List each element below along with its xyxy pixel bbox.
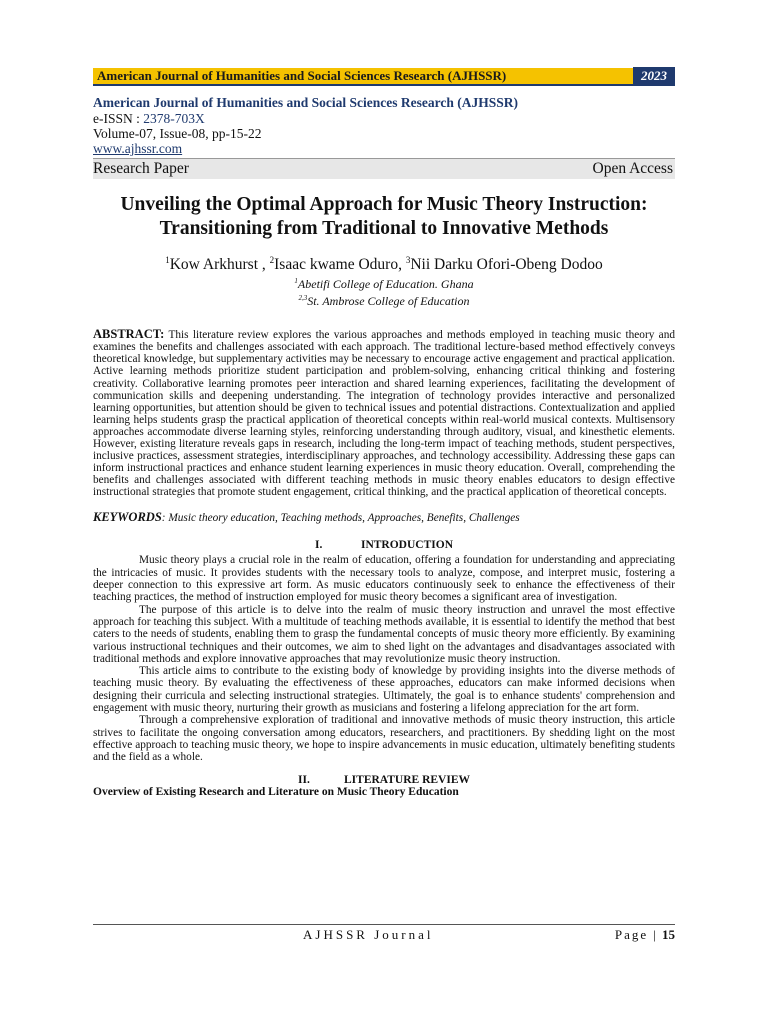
- page-footer: [93, 924, 675, 943]
- section-heading-literature-review: [93, 774, 675, 786]
- keywords-label: KEYWORDS: [93, 510, 162, 525]
- journal-banner: [93, 68, 675, 86]
- issn-value: 2378-703X: [143, 111, 205, 126]
- abstract: [93, 328, 675, 498]
- keywords-text: : Music theory education, Teaching methods, Approaches, Benefits, Challenges: [161, 512, 520, 525]
- footer-journal: AJHSSR Journal: [303, 927, 434, 942]
- paragraph: This article aims to contribute to the existing body of knowledge by providing insights into the diverse methods of teaching music theory. By evaluating the effectiveness of these approaches, educators can make informed decisions when designing their curricula and selecting instructional strategies. Ultimately, the goal is to enhance students' comprehension and engagement with music theory, nurturing their growth as musicians and fostering a lifelong appreciation for the art form.: [93, 665, 675, 715]
- footer-page: [615, 927, 675, 943]
- paper-type: Research Paper: [93, 160, 189, 177]
- website-line: [93, 141, 675, 156]
- banner-year: 2023: [633, 67, 675, 85]
- journal-name: American Journal of Humanities and Social Sciences Research (AJHSSR): [93, 95, 518, 110]
- section-title: INTRODUCTION: [360, 539, 453, 552]
- author-name: Isaac kwame Oduro,: [274, 256, 406, 274]
- keywords: [93, 510, 675, 525]
- banner-title: American Journal of Humanities and Social Sciences Research (AJHSSR): [97, 68, 507, 83]
- volume-line: Volume-07, Issue-08, pp-15-22: [93, 126, 262, 141]
- website-link[interactable]: www.ajhssr.com: [93, 141, 183, 156]
- section-number: I.: [314, 539, 323, 552]
- affiliation-sup: 1: [294, 277, 298, 286]
- affiliation-sup: 2,3: [298, 294, 308, 303]
- section-heading-introduction: [93, 539, 675, 551]
- affiliation-text: St. Ambrose College of Education: [307, 294, 470, 309]
- section-title: LITERATURE REVIEW: [344, 773, 470, 786]
- footer-page-label: Page |: [614, 927, 658, 942]
- affiliation: [93, 291, 675, 308]
- paragraph: Through a comprehensive exploration of traditional and innovative methods of music theory instruction, this article strives to facilitate the ongoing conversation among educators, researchers, and practitioners. By shedding light on the most effective approach to teaching music theory, we hope to inspire advancements in music education, ultimately benefiting students and the field as a whole.: [93, 714, 675, 764]
- subsection-heading: Overview of Existing Research and Literature on Music Theory Education: [93, 785, 459, 798]
- paragraph: Music theory plays a crucial role in the realm of education, offering a foundation for understanding and appreciating the intricacies of music. It provides students with the necessary tools to analyze, compose, and interpret music, fostering a deeper connection to this expressive art form. As music educators continuously seek to enhance the effectiveness of their teaching practices, the method of instruction employed for music theory becomes a significant area of investigation.: [93, 554, 675, 604]
- page-number: 15: [662, 927, 675, 942]
- paragraph: The purpose of this article is to delve into the realm of music theory instruction and unravel the most effective approach for teaching this subject. With a multitude of teaching methods available, it is essential to identify the method that best caters to the needs of students, enabling them to grasp the fundamental concepts of music theory more efficiently. By examining various instructional techniques and their outcomes, we aim to shed light on the advantages and disadvantages associated with traditional methods and explore innovative approaches that may revolutionize music theory instruction.: [93, 603, 675, 665]
- affiliation-text: Abetifi College of Education. Ghana: [297, 277, 474, 292]
- author-sup: 1: [165, 255, 170, 265]
- author-name: Kow Arkhurst ,: [169, 256, 270, 274]
- paper-type-bar: [93, 158, 675, 179]
- author-list: [93, 251, 675, 274]
- paper-title: Unveiling the Optimal Approach for Music Theory Instruction: Transitioning from Traditional to Innovative Methods: [120, 194, 648, 239]
- author-sup: 3: [405, 255, 411, 265]
- affiliation: [93, 274, 675, 291]
- author-sup: 2: [269, 255, 275, 265]
- issn-label: e-ISSN :: [93, 111, 144, 126]
- issn-line: [93, 111, 675, 126]
- paper-page: [93, 68, 675, 799]
- section-number: II.: [298, 773, 310, 786]
- abstract-text: This literature review explores the various approaches and methods employed in teaching music theory and examines the benefits and challenges associated with each approach. The traditional lecture-based method effectively conveys theoretical knowledge, but supplementary activities may be necessary to encourage active engagement and practical application. Active learning methods prioritize student participation and problem-solving, enhancing critical thinking and fostering creativity. Collaborative learning promotes peer interaction and shared learning experiences, facilitating the development of communication skills and deepening understanding. The integration of technology provides interactive and personalized learning opportunities, but attention should be given to technical issues and potential distractions. Contextualization and applied learning helps students grasp the practical application of theoretical concepts within real-world musical contexts. Multisensory approaches accommodate diverse learning styles, reinforcing understanding through auditory, visual, and kinesthetic elements. However, existing literature reveals gaps in research, including the long-term impact of teaching methods, student perspectives, inclusive practices, assessment strategies, interdisciplinary approaches, and technology accessibility. Addressing these gaps can inform instructional practices and enhance student learning experiences in music theory education. Overall, comprehending the benefits and challenges associated with different teaching methods in music theory enables educators to design effective instructional strategies that promote student engagement, critical thinking, and the practical application of theoretical concepts.: [93, 329, 675, 499]
- abstract-label: ABSTRACT:: [93, 327, 165, 342]
- access-type: Open Access: [592, 160, 673, 177]
- author-name: Nii Darku Ofori-Obeng Dodoo: [410, 256, 603, 274]
